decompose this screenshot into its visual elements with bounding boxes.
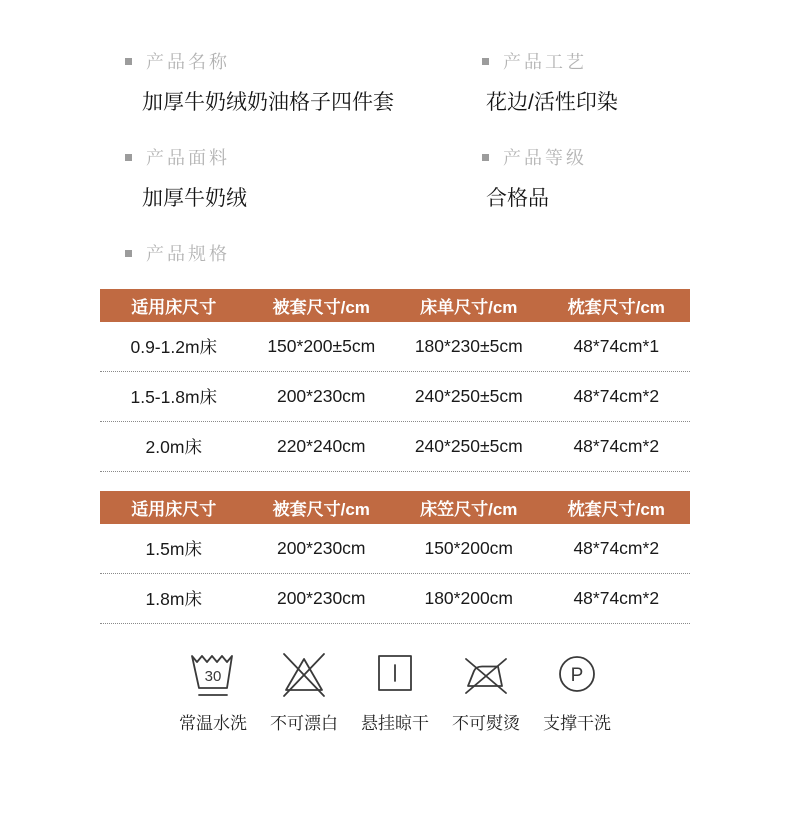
info-label: 产品面料 bbox=[146, 148, 230, 168]
column-header: 适用床尺寸 bbox=[131, 298, 217, 317]
cell-fitted-size: 180*200cm bbox=[424, 588, 514, 608]
size-table-flat-sheet bbox=[100, 289, 690, 472]
column-header: 床单尺寸/cm bbox=[420, 298, 518, 317]
info-label: 产品工艺 bbox=[503, 52, 587, 72]
table-row bbox=[100, 422, 690, 472]
square-bullet-icon bbox=[125, 250, 132, 257]
table-header-row bbox=[100, 491, 690, 524]
info-product-craft bbox=[482, 48, 618, 116]
table-row bbox=[100, 372, 690, 422]
svg-text:P: P bbox=[570, 665, 584, 686]
info-value: 加厚牛奶绒奶油格子四件套 bbox=[142, 91, 394, 114]
dry-clean-p-icon bbox=[553, 648, 601, 702]
cell-duvet-size: 200*230cm bbox=[276, 538, 366, 558]
column-header: 被套尺寸/cm bbox=[272, 298, 370, 317]
care-item-dry-clean bbox=[538, 648, 616, 734]
cell-sheet-size: 180*230±5cm bbox=[414, 336, 523, 356]
care-label: 不可漂白 bbox=[270, 714, 338, 733]
column-header: 被套尺寸/cm bbox=[272, 500, 370, 519]
info-product-name bbox=[125, 48, 394, 116]
cell-bed-size: 1.5m床 bbox=[145, 539, 202, 559]
care-label: 常温水洗 bbox=[179, 714, 247, 733]
care-label: 悬挂晾干 bbox=[361, 714, 429, 733]
care-label: 支撑干洗 bbox=[543, 714, 611, 733]
info-label-row bbox=[482, 144, 587, 170]
cell-pillow-size: 48*74cm*2 bbox=[573, 436, 660, 456]
info-label-row bbox=[125, 48, 394, 74]
column-header: 床笠尺寸/cm bbox=[420, 500, 518, 519]
table-row bbox=[100, 574, 690, 624]
no-iron-icon bbox=[462, 648, 510, 702]
cell-bed-size: 1.5-1.8m床 bbox=[130, 387, 218, 407]
square-bullet-icon bbox=[125, 154, 132, 161]
table-row bbox=[100, 322, 690, 372]
info-label-row bbox=[125, 144, 247, 170]
cell-sheet-size: 240*250±5cm bbox=[414, 436, 523, 456]
size-table-fitted-sheet bbox=[100, 491, 690, 624]
cell-bed-size: 1.8m床 bbox=[145, 589, 202, 609]
info-product-spec-heading bbox=[125, 240, 230, 266]
svg-text:30: 30 bbox=[204, 668, 222, 685]
info-label-row bbox=[125, 240, 230, 266]
square-bullet-icon bbox=[482, 154, 489, 161]
care-item-hang-dry bbox=[356, 648, 434, 734]
cell-pillow-size: 48*74cm*2 bbox=[573, 538, 660, 558]
column-header: 适用床尺寸 bbox=[131, 500, 217, 519]
section-heading: 产品规格 bbox=[146, 244, 230, 264]
square-bullet-icon bbox=[125, 58, 132, 65]
cell-bed-size: 0.9-1.2m床 bbox=[130, 337, 218, 357]
cell-duvet-size: 200*230cm bbox=[276, 588, 366, 608]
hang-dry-icon bbox=[371, 648, 419, 702]
care-item-no-bleach bbox=[265, 648, 343, 734]
square-bullet-icon bbox=[482, 58, 489, 65]
care-label: 不可熨烫 bbox=[452, 714, 520, 733]
info-label: 产品等级 bbox=[503, 148, 587, 168]
care-item-wash bbox=[174, 648, 252, 734]
info-product-grade bbox=[482, 144, 587, 212]
info-label-row bbox=[482, 48, 618, 74]
column-header: 枕套尺寸/cm bbox=[567, 500, 665, 519]
cell-duvet-size: 220*240cm bbox=[276, 436, 366, 456]
info-product-fabric bbox=[125, 144, 247, 212]
cell-duvet-size: 150*200±5cm bbox=[267, 336, 376, 356]
cell-duvet-size: 200*230cm bbox=[276, 386, 366, 406]
table-header-row bbox=[100, 289, 690, 322]
table-row bbox=[100, 524, 690, 574]
info-value: 花边/活性印染 bbox=[486, 91, 618, 114]
column-header: 枕套尺寸/cm bbox=[567, 298, 665, 317]
cell-pillow-size: 48*74cm*2 bbox=[573, 386, 660, 406]
info-value: 加厚牛奶绒 bbox=[142, 187, 247, 210]
info-value: 合格品 bbox=[486, 187, 549, 210]
cell-pillow-size: 48*74cm*2 bbox=[573, 588, 660, 608]
wash-30-icon bbox=[189, 648, 237, 702]
info-label: 产品名称 bbox=[146, 52, 230, 72]
cell-sheet-size: 240*250±5cm bbox=[414, 386, 523, 406]
cell-fitted-size: 150*200cm bbox=[424, 538, 514, 558]
cell-bed-size: 2.0m床 bbox=[145, 437, 202, 457]
care-item-no-iron bbox=[447, 648, 525, 734]
no-bleach-icon bbox=[280, 648, 328, 702]
cell-pillow-size: 48*74cm*1 bbox=[573, 336, 660, 356]
care-instructions-row bbox=[0, 648, 790, 734]
